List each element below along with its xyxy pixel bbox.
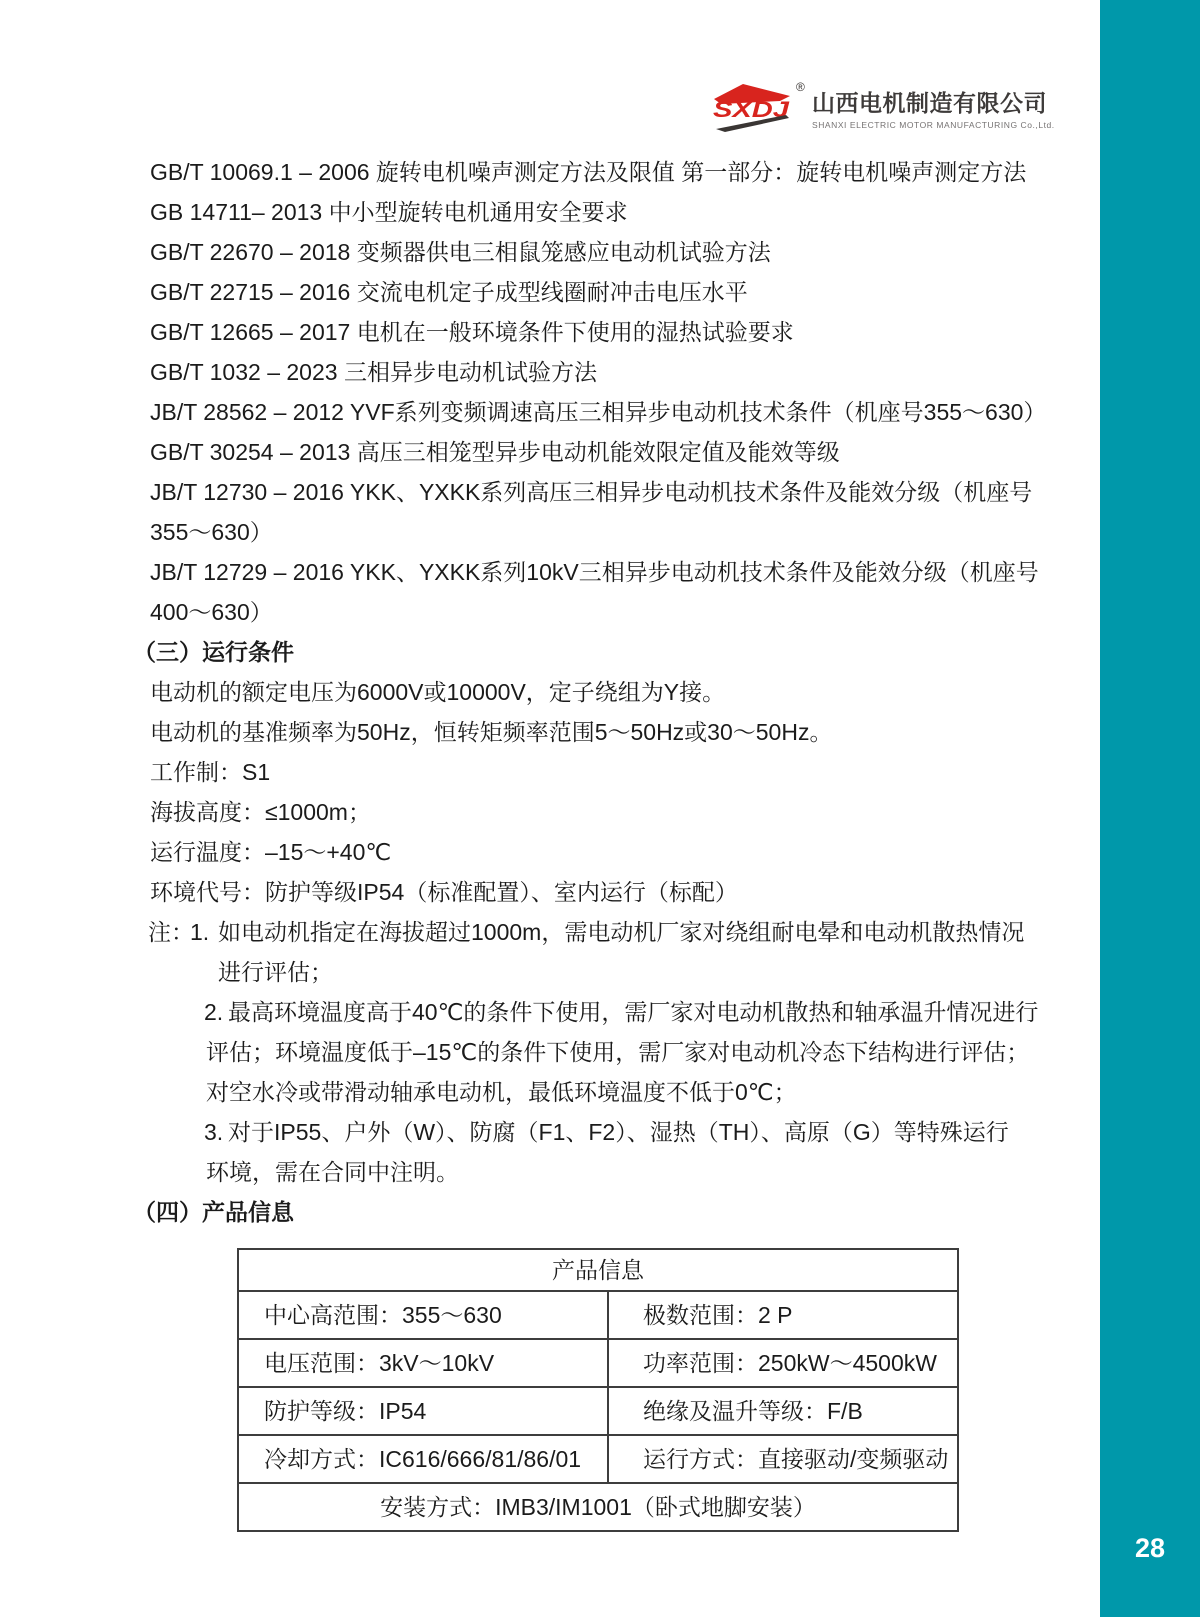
note-text: 最高环境温度高于40℃的条件下使用，需厂家对电动机散热和轴承温升情况进行 [228, 999, 1039, 1025]
table-row [239, 1386, 957, 1434]
table-rows [239, 1290, 957, 1482]
table-cell-right: 运行方式：直接驱动/变频驱动 [607, 1436, 957, 1482]
content-flow [0, 152, 1100, 1232]
table-row [239, 1434, 957, 1482]
operating-line: 电动机的额定电压为6000V或10000V，定子绕组为Y接。 [150, 679, 726, 705]
table-cell-left: 中心高范围：355～630 [264, 1302, 502, 1328]
table-cell-left: 电压范围：3kV～10kV [264, 1350, 495, 1376]
table-cell-left: 冷却方式：IC616/666/81/86/01 [264, 1446, 582, 1472]
standard-line: JB/T 28562 – 2012 YVF系列变频调速高压三相异步电动机技术条件（机座号355～630） [150, 399, 1047, 425]
note-line [0, 1152, 1100, 1192]
standard-line: GB/T 30254 – 2013 高压三相笼型异步电动机能效限定值及能效等级 [150, 439, 840, 465]
standard-line: 400～630） [150, 599, 273, 625]
table-row [239, 1290, 957, 1338]
standard-line: GB/T 22715 – 2016 交流电机定子成型线圈耐冲击电压水平 [150, 279, 748, 305]
product-info-table [237, 1248, 959, 1532]
note-text-continued: 评估；环境温度低于–15℃的条件下使用，需厂家对电动机冷态下结构进行评估； [206, 1039, 1030, 1065]
operating-line: 环境代号：防护等级IP54（标准配置）、室内运行（标配） [150, 879, 738, 905]
table-footer-cell: 安装方式：IMB3/IM1001（卧式地脚安装） [239, 1482, 957, 1530]
standard-line: GB/T 22670 – 2018 变频器供电三相鼠笼感应电动机试验方法 [150, 239, 771, 265]
page-number: 28 [1134, 1533, 1166, 1563]
table-cell-right: 功率范围：250kW～4500kW [607, 1340, 957, 1386]
note-line [0, 952, 1100, 992]
standard-line: JB/T 12729 – 2016 YKK、YXKK系列10kV三相异步电动机技术条件及能效分级（机座号 [150, 559, 1039, 585]
registered-trademark-icon: ® [796, 80, 805, 94]
company-name-block [812, 90, 1092, 130]
standard-line: GB/T 12665 – 2017 电机在一般环境条件下使用的湿热试验要求 [150, 319, 794, 345]
note-number: 1. [190, 919, 210, 945]
note-number: 3. [204, 1119, 224, 1145]
note-text-continued: 对空水冷或带滑动轴承电动机，最低环境温度不低于0℃； [206, 1079, 797, 1105]
standard-line: GB 14711– 2013 中小型旋转电机通用安全要求 [150, 199, 628, 225]
note-line [0, 992, 1100, 1032]
operating-line: 运行温度：–15～+40℃ [150, 839, 392, 865]
note-text: 如电动机指定在海拔超过1000m，需电动机厂家对绕组耐电晕和电动机散热情况 [218, 919, 1025, 945]
note-line [0, 1072, 1100, 1112]
table-row [239, 1338, 957, 1386]
note-line [0, 912, 1100, 952]
operating-line: 电动机的基准频率为50Hz，恒转矩频率范围5～50Hz或30～50Hz。 [150, 719, 833, 745]
company-name-cn: 山西电机制造有限公司 [812, 90, 1047, 116]
operating-line: 工作制：S1 [150, 759, 271, 785]
sxdj-logo [710, 80, 798, 134]
section-heading-operating: （三）运行条件 [133, 639, 294, 665]
standard-line: GB/T 10069.1 – 2006 旋转电机噪声测定方法及限值 第一部分：旋转电机噪声测定方法 [150, 159, 1027, 185]
accent-sidebar [1100, 0, 1200, 1617]
table-cell-left: 防护等级：IP54 [264, 1398, 427, 1424]
note-text-continued: 进行评估； [218, 959, 333, 985]
table-cell-right: 绝缘及温升等级：F/B [607, 1388, 957, 1434]
note-label: 注： [148, 919, 194, 945]
note-text: 对于IP55、户外（W）、防腐（F1、F2）、湿热（TH）、高原（G）等特殊运行 [228, 1119, 1009, 1145]
standard-line: 355～630） [150, 519, 273, 545]
section-heading-product: （四）产品信息 [133, 1199, 294, 1225]
note-line [0, 1032, 1100, 1072]
table-title: 产品信息 [552, 1257, 644, 1283]
note-line [0, 1112, 1100, 1152]
note-number: 2. [204, 999, 224, 1025]
operating-line: 海拔高度：≤1000m； [150, 799, 371, 825]
logo-letters: SXDJ [713, 97, 790, 122]
standard-line: GB/T 1032 – 2023 三相异步电动机试验方法 [150, 359, 597, 385]
company-name-en: SHANXI ELECTRIC MOTOR MANUFACTURING Co.,Ltd. [812, 120, 1055, 130]
table-cell-right: 极数范围：2 P [607, 1292, 957, 1338]
standard-line: JB/T 12730 – 2016 YKK、YXKK系列高压三相异步电动机技术条件及能效分级（机座号 [150, 479, 1033, 505]
note-text-continued: 环境，需在合同中注明。 [206, 1159, 459, 1185]
